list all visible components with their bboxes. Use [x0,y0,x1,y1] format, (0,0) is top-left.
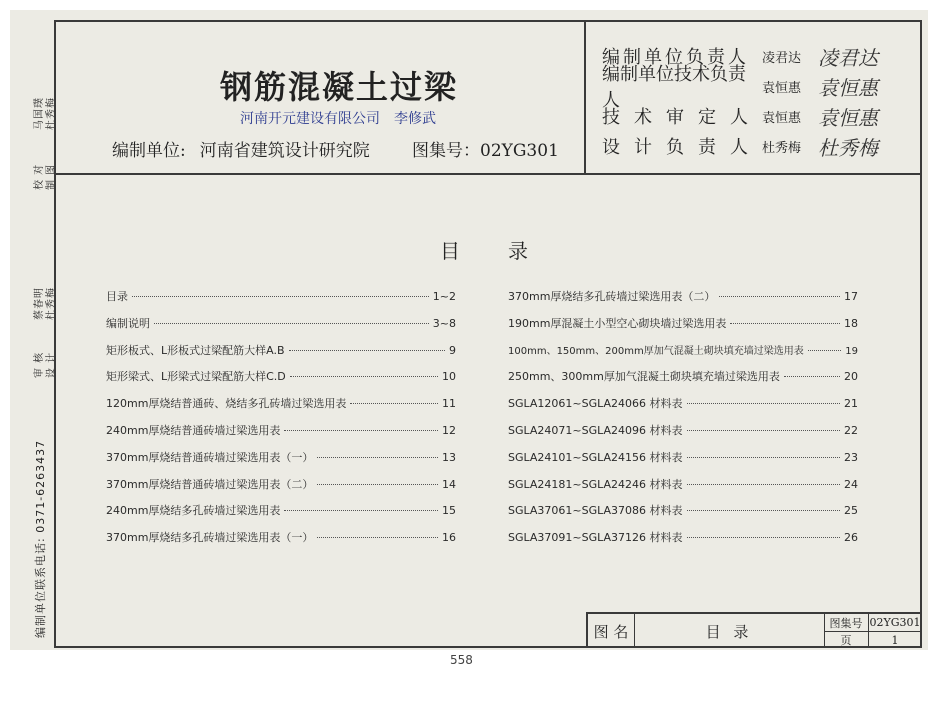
signature: 凌君达 [818,45,878,70]
toc-entry-label: 120mm厚烧结普通砖、烧结多孔砖墙过梁选用表 [106,397,347,411]
leader-dots [687,537,840,538]
resp-row [602,64,878,111]
side-approval-strip [26,20,57,648]
leader-dots [784,376,840,377]
toc-entry-label: 370mm厚烧结多孔砖墙过梁选用表（一） [106,531,314,545]
signature: 杜秀梅 [818,135,878,160]
resp-role: 设计负责人 [602,137,762,158]
toc-entry-label: 370mm厚烧结多孔砖墙过梁选用表（二） [508,290,716,303]
leader-dots [317,457,438,458]
header-title-block [54,20,586,175]
toc-entry[interactable] [106,368,456,395]
toc-entry-label: 370mm厚烧结普通砖墙过梁选用表（一） [106,450,314,464]
toc-entry-page: 25 [844,504,858,518]
footer-page-number: 558 [450,653,473,667]
toc-entry-page: 10 [442,370,456,384]
side-name-3: 制 图 [46,163,57,190]
resp-name: 凌君达 [762,50,802,66]
toc-entry[interactable] [106,315,456,342]
toc-entry[interactable] [106,422,456,449]
leader-dots [284,510,438,511]
signature: 袁恒惠 [818,75,878,100]
resp-name: 杜秀梅 [762,140,802,156]
atlas-label: 图集号： [412,141,480,161]
bottom-title-block [586,612,922,648]
toc-entry-page: 13 [442,450,456,464]
leader-dots [317,537,438,538]
leader-dots [132,296,429,297]
toc-entry-page: 26 [844,531,858,545]
leader-dots [317,484,438,485]
atlas-number [412,136,559,161]
resp-role: 编制单位负责人 [602,47,749,68]
signature: 袁恒惠 [818,105,878,130]
drawing-sheet [10,10,928,667]
atlas-label-cell: 图集号 [824,614,869,632]
toc-entry[interactable] [508,368,858,395]
author-line: 河南开元建设有限公司 李修武 [240,111,436,127]
toc-entry-label: SGLA37061~SGLA37086 材料表 [508,504,683,518]
resp-row [602,132,878,160]
leader-dots [808,350,842,351]
toc-entry-label: SGLA12061~SGLA24066 材料表 [508,397,683,411]
page-label-cell: 页 [824,632,869,648]
toc-entry-page: 3~8 [432,316,456,330]
toc-entry[interactable] [508,502,858,529]
resp-name: 袁恒惠 [762,110,802,126]
drawing-name-label: 图 名 [588,614,635,648]
toc-entry-label: 矩形梁式、L形梁式过梁配筋大样C.D [106,370,286,384]
toc-entry[interactable] [508,529,858,556]
toc-heading: 目录 [440,239,576,263]
toc-entry-label: SGLA37091~SGLA37126 材料表 [508,531,683,545]
drawing-name: 目 录 [634,614,825,648]
toc-entry[interactable] [106,476,456,503]
unit-name: 河南省建筑设计研究院 [199,141,370,161]
toc-entry[interactable] [106,529,456,556]
leader-dots [350,403,438,404]
side-role-4: 马国璞 [34,97,45,130]
toc-entry-page: 24 [844,477,858,491]
toc-entry-page: 20 [844,370,858,384]
toc-entry-page: 11 [442,397,456,411]
compiling-unit [112,136,370,161]
toc-entry-page: 9 [449,343,456,357]
toc-entry-label: 250mm、300mm厚加气混凝土砌块填充墙过梁选用表 [508,370,780,384]
leader-dots [719,296,840,297]
side-name-1: 设 计 [46,351,57,378]
toc-entry-label: 370mm厚烧结普通砖墙过梁选用表（二） [106,477,314,491]
leader-dots [154,323,429,324]
toc-entry-page: 17 [844,290,858,303]
leader-dots [290,376,438,377]
side-role-2: 蔡春明 [34,287,45,320]
toc-entry[interactable] [508,422,858,449]
toc-entry-label: SGLA24181~SGLA24246 材料表 [508,477,683,491]
side-name-4: 杜秀梅 [46,97,57,130]
resp-row [602,102,878,130]
toc-entry[interactable] [106,449,456,476]
toc-entry[interactable] [106,288,456,315]
leader-dots [284,430,438,431]
toc-entry[interactable] [508,342,858,369]
toc-entry[interactable] [508,449,858,476]
resp-role: 技术审定人 [602,107,762,128]
resp-name: 袁恒惠 [762,80,802,96]
toc-entry-label: 目录 [106,290,128,303]
toc-entry-label: SGLA24101~SGLA24156 材料表 [508,450,683,464]
toc-left-column [106,288,456,556]
toc-entry[interactable] [508,288,858,315]
toc-entry-label: SGLA24071~SGLA24096 材料表 [508,423,683,437]
responsibility-block [586,20,922,175]
toc-entry-label: 矩形板式、L形板式过梁配筋大样A.B [106,343,285,357]
toc-entry-label: 240mm厚烧结普通砖墙过梁选用表 [106,423,281,437]
toc-entry[interactable] [106,502,456,529]
leader-dots [687,430,840,431]
toc-entry-page: 1~2 [432,290,456,303]
atlas-no: 02YG301 [480,141,559,161]
toc-right-column [508,288,858,556]
atlas-no-cell: 02YG301 [868,614,922,632]
document-title: 钢筋混凝土过梁 [220,68,459,106]
leader-dots [687,403,840,404]
side-name-2: 杜秀梅 [46,287,57,320]
leader-dots [687,484,840,485]
toc-entry-page: 21 [844,397,858,411]
toc-entry[interactable] [106,395,456,422]
side-role-1: 审 核 [34,351,45,378]
side-role-3: 校 对 [34,163,45,190]
toc-entry[interactable] [508,315,858,342]
toc-entry-page: 19 [845,345,858,357]
toc-entry-page: 14 [442,477,456,491]
toc-entry[interactable] [106,342,456,369]
toc-entry-label: 240mm厚烧结多孔砖墙过梁选用表 [106,504,281,518]
toc-entry-label: 100mm、150mm、200mm厚加气混凝土砌块填充墙过梁选用表 [508,345,804,357]
toc-entry-page: 22 [844,423,858,437]
leader-dots [687,457,840,458]
toc-entry-page: 15 [442,504,456,518]
leader-dots [289,350,445,351]
toc-entry-label: 190mm厚混凝土小型空心砌块墙过梁选用表 [508,316,727,330]
leader-dots [730,323,840,324]
toc-entry-label: 编制说明 [106,316,150,330]
toc-entry[interactable] [508,395,858,422]
resp-role: 编制单位技术负责人 [602,64,746,111]
toc-entry-page: 18 [844,316,858,330]
toc-entry-page: 23 [844,450,858,464]
toc-entry[interactable] [508,476,858,503]
page-no-cell: 1 [891,633,899,647]
toc-entry-page: 16 [442,531,456,545]
leader-dots [687,510,840,511]
unit-label: 编制单位: [112,141,186,161]
contact-phone: 编制单位联系电话: 0371-6263437 [34,439,47,638]
toc-entry-page: 12 [442,423,456,437]
